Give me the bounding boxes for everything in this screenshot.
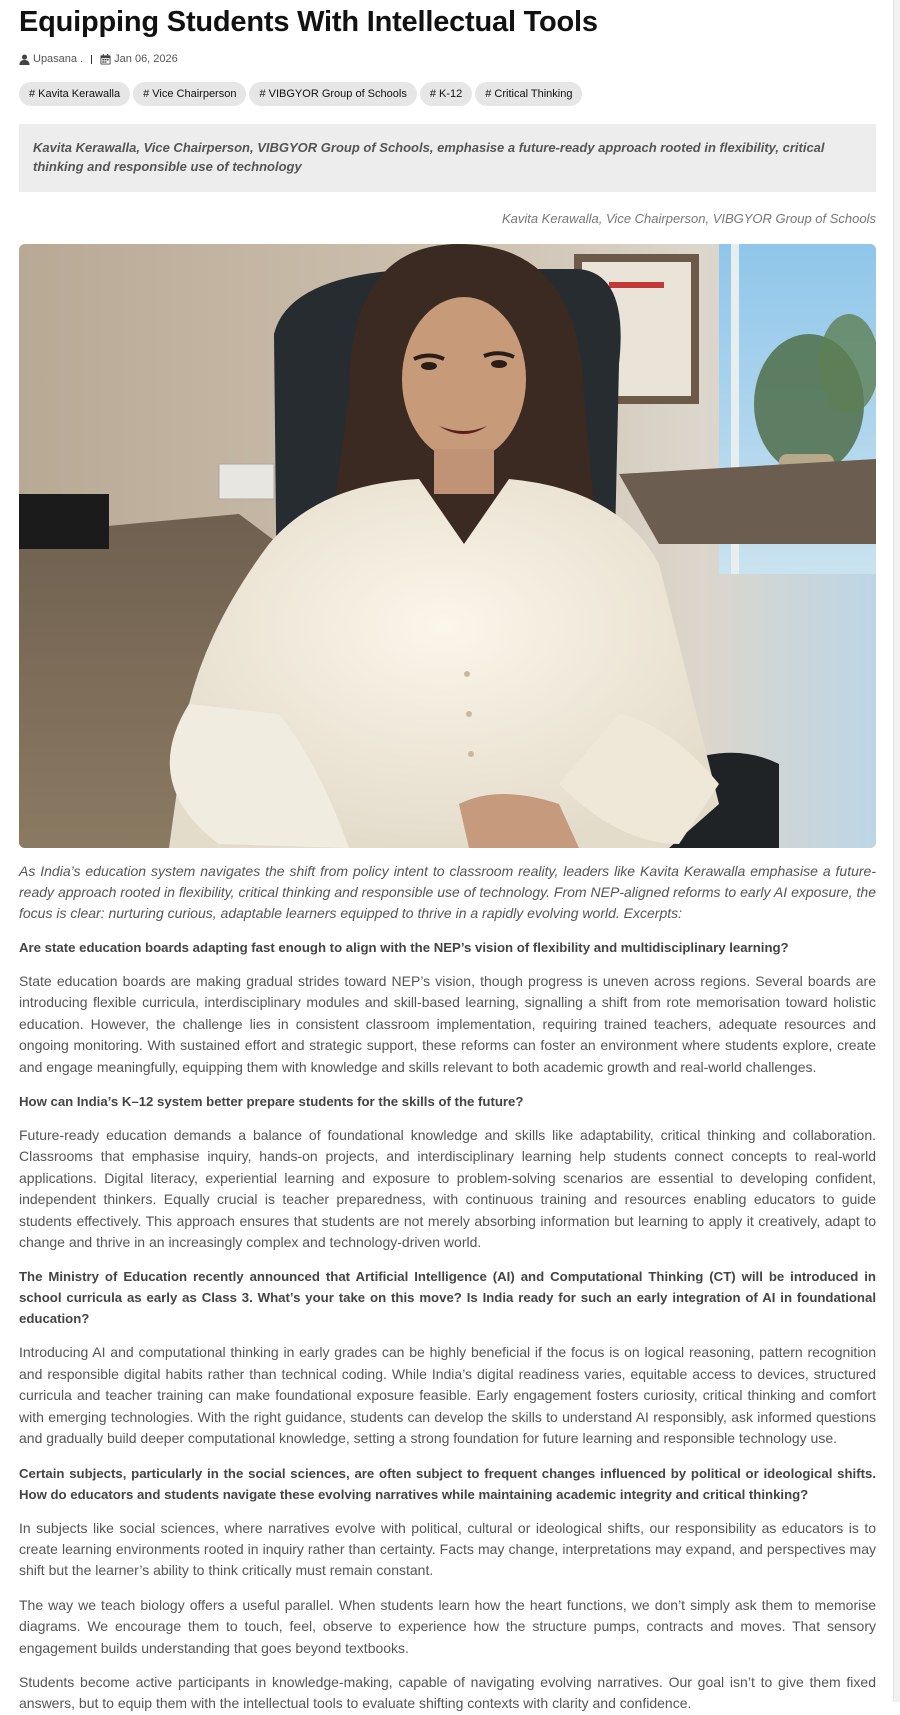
- interview-answer: Students become active participants in knowledge-making, capable of navigating evolving narratives. Our goal isn’t to give them fixed answers, but to equip them with the intellectual tools to evaluate shifting contexts with clarity and confidence.: [19, 1673, 876, 1712]
- tag-chip[interactable]: # Critical Thinking: [475, 82, 582, 106]
- featured-photo: [19, 244, 876, 848]
- interview-answer: State education boards are making gradual strides toward NEP’s vision, though progress is uneven across regions. Several boards are introducing flexible curricula, interdisciplinary modules and skill-based learning, signalling a shift from rote memorisation toward holistic education. However, the challenge lies in consistent classroom implementation, requiring trained teachers, adequate resources and ongoing monitoring. With sustained effort and strategic support, these reforms can foster an environment where students explore, create and engage meaningfully, equipping them with knowledge and skills relevant to both academic growth and real-world challenges.: [19, 973, 876, 1075]
- interview-question: How can India’s K–12 system better prepare students for the skills of the future?: [19, 1094, 524, 1110]
- interview-answer: Introducing AI and computational thinking in early grades can be highly beneficial if the focus is on logical reasoning, pattern recognition and responsible digital habits rather than technical coding. While India’s digital readiness varies, equitable access to devices, structured curricula and teacher training can make foundational exposure feasible. Early engagement fosters curiosity, critical thinking and comfort with emerging technologies. With the right guidance, students can develop the skills to understand AI responsibly, ask informed questions and gradually build deeper computational knowledge, setting a strong foundation for future learning and responsible technology use.: [19, 1344, 876, 1447]
- interview-question: Certain subjects, particularly in the social sciences, are often subject to frequent changes influenced by political or ideological shifts. How do educators and students navigate these evolving narratives while maintaining academic integrity and critical thinking?: [19, 1465, 876, 1502]
- image-caption: Kavita Kerawalla, Vice Chairperson, VIBGYOR Group of Schools: [501, 211, 876, 226]
- article-title: Equipping Students With Intellectual Tools: [19, 6, 598, 38]
- page-scrollbar[interactable]: [893, 0, 900, 1702]
- interview-answer: Future-ready education demands a balance of foundational knowledge and skills like adaptability, critical thinking and collaboration. Classrooms that emphasise inquiry, hands-on projects, and interdisciplinary learning help students connect concepts to real-world applications. Digital literacy, experiential learning and exposure to problem-solving scenarios are essential to developing confident, independent thinkers. Equally crucial is teacher preparedness, with continuous training and resources enabling educators to guide students effectively. This approach ensures that students are not merely absorbing information but learning to apply it creatively, adapt to change and thrive in an increasingly complex and technology-driven world.: [19, 1127, 876, 1251]
- interview-question: Are state education boards adapting fast enough to align with the NEP’s vision of flexibility and multidisciplinary learning?: [19, 940, 789, 955]
- tag-chip[interactable]: # VIBGYOR Group of Schools: [249, 82, 416, 106]
- publish-date: Jan 06, 2026: [114, 53, 178, 65]
- interview-question: The Ministry of Education recently announced that Artificial Intelligence (AI) and Computational Thinking (CT) will be introduced in school curricula as early as Class 3. What’s your take on this move? Is India ready for such an early integration of AI in foundational education?: [19, 1269, 876, 1327]
- tag-chip[interactable]: # K-12: [420, 82, 472, 106]
- meta-divider: [91, 55, 92, 64]
- tag-chip[interactable]: # Vice Chairperson: [133, 82, 246, 106]
- article-summary: Kavita Kerawalla, Vice Chairperson, VIBGYOR Group of Schools, emphasise a future-ready approach rooted in flexibility, critical thinking and responsible use of technology: [19, 124, 876, 192]
- user-icon: [19, 54, 30, 65]
- article-meta: [19, 50, 876, 68]
- calendar-icon: [100, 54, 111, 65]
- interview-answer: In subjects like social sciences, where narratives evolve with political, cultural or ideological shifts, our responsibility as educators is to create learning environments rooted in inquiry rather than certainty. Facts may change, interpretations may expand, and perspectives may shift but the learner’s ability to think critically must remain constant.: [19, 1519, 876, 1579]
- portrait-image: [19, 244, 876, 848]
- tag-list: [19, 82, 876, 106]
- interview-answer: The way we teach biology offers a useful parallel. When students learn how the heart functions, we don’t simply ask them to memorise diagrams. We encourage them to touch, feel, observe to experience how the structure pumps, contracts and moves. That sensory engagement builds understanding that goes beyond textbooks.: [19, 1596, 876, 1656]
- article: [19, 0, 876, 1715]
- tag-chip[interactable]: # Kavita Kerawalla: [19, 82, 130, 106]
- article-intro: As India’s education system navigates the shift from policy intent to classroom reality, leaders like Kavita Kerawalla emphasise a future-ready approach rooted in flexibility, critical thinking and responsible use of technology. From NEP-aligned reforms to early AI exposure, the focus is clear: nurturing curious, adaptable learners equipped to thrive in a rapidly evolving world. Excerpts:: [19, 863, 876, 921]
- author-name[interactable]: Upasana .: [33, 53, 84, 65]
